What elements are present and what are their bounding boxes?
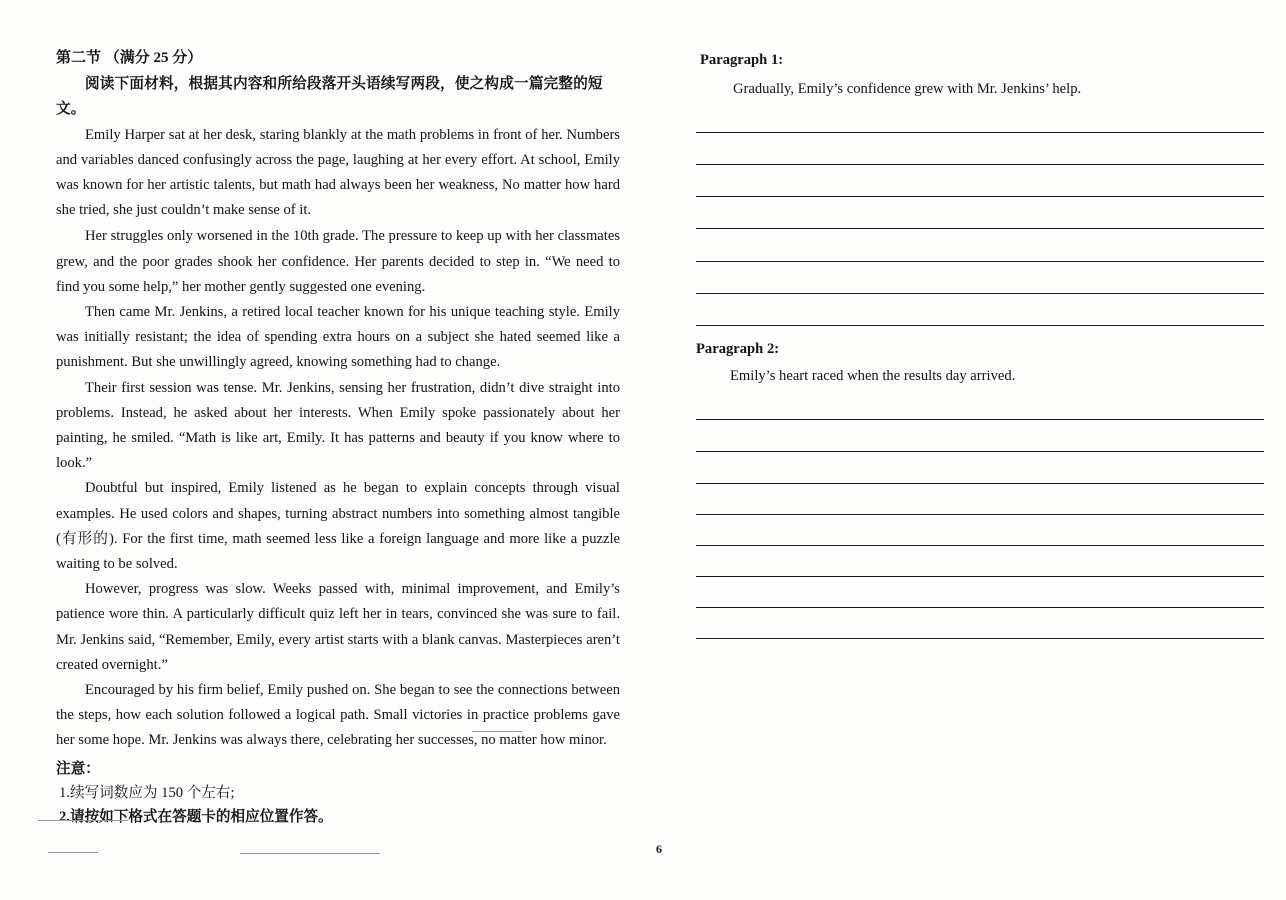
answer-column <box>696 0 1266 900</box>
writing-line[interactable] <box>696 451 1264 452</box>
scan-mark <box>240 853 380 854</box>
passage-paragraph-6: However, progress was slow. Weeks passed with, minimal improvement, and Emily’s patience wore thin. A particularly difficult quiz left her in tears, convinced she was sure to fail. Mr. Jenkins said, “Remember, Emily, every artist starts with a blank canvas. Masterpieces aren’t created overnight.” <box>56 581 620 673</box>
paragraph-2-lead: Emily’s heart raced when the results day arrived. <box>730 368 1016 384</box>
paragraph-1-lead: Gradually, Emily’s confidence grew with Mr. Jenkins’ help. <box>733 81 1082 97</box>
notes-label: 注意： <box>56 760 100 777</box>
writing-line[interactable] <box>696 325 1264 326</box>
writing-line[interactable] <box>696 228 1264 229</box>
paragraph-2-title: Paragraph 2: <box>696 341 780 357</box>
passage-paragraph-4: Their first session was tense. Mr. Jenkins, sensing her frustration, didn’t dive straight into problems. Instead, he asked about her interests. When Emily spoke passionately about her painting, he smiled. “Math is like art, Emily. It has patterns and beauty if you know where to look.” <box>56 379 620 472</box>
writing-line[interactable] <box>696 293 1264 294</box>
passage-paragraph-5: Doubtful but inspired, Emily listened as he began to explain concepts through visual examples. He used colors and shapes, turning abstract numbers into something almost tangible (有形的). For the first time, math seemed less like a foreign language and more like a puzzle waiting to be solved. <box>56 480 620 573</box>
passage-paragraph-2: Her struggles only worsened in the 10th grade. The pressure to keep up with her classmates grew, and the poor grades shook her confidence. Her parents decided to step in. “We need to find you some help,” her mother gently suggested one evening. <box>56 228 620 295</box>
writing-line[interactable] <box>696 483 1264 484</box>
passage-paragraph-1: Emily Harper sat at her desk, staring blankly at the math problems in front of her. Numbers and variables danced confusingly across the page, laughing at her every effort. At school, Emily was known for her artistic talents, but math had always been her weakness, No matter how hard she tried, she just couldn’t make sense of it. <box>56 126 620 219</box>
note-word-count: 1.续写词数应为 150 个左右; <box>59 784 235 801</box>
scan-mark <box>38 820 128 821</box>
passage-column <box>56 46 620 829</box>
notes-block <box>56 757 620 829</box>
writing-line[interactable] <box>696 576 1264 577</box>
writing-line[interactable] <box>696 261 1264 262</box>
section-title: 第二节 （满分 25 分） <box>56 50 203 66</box>
passage-paragraph-3: Then came Mr. Jenkins, a retired local teacher known for his unique teaching style. Emily was initially resistant; the idea of spending extra hours on a subject she hated seemed like a punishment. But she unwillingly agreed, knowing something had to change. <box>56 304 620 371</box>
note-answer-format: 2.请按如下格式在答题卡的相应位置作答。 <box>59 808 333 825</box>
writing-line[interactable] <box>696 164 1264 165</box>
paragraph-1-title: Paragraph 1: <box>700 52 784 68</box>
writing-line[interactable] <box>696 132 1264 133</box>
scan-mark <box>48 852 98 853</box>
scan-mark <box>472 731 522 732</box>
writing-line[interactable] <box>696 545 1264 546</box>
writing-line[interactable] <box>696 419 1264 420</box>
writing-line[interactable] <box>696 196 1264 197</box>
page-number: 6 <box>656 842 662 856</box>
writing-line[interactable] <box>696 638 1264 639</box>
instruction-text: 阅读下面材料，根据其内容和所给段落开头语续写两段，使之构成一篇完整的短文。 <box>56 76 603 118</box>
passage-paragraph-7: Encouraged by his firm belief, Emily pushed on. She began to see the connections between the steps, how each solution followed a logical path. Small victories in practice problems gave her some hope. Mr. Jenkins was always there, celebrating her successes, no matter how minor. <box>56 682 620 749</box>
writing-line[interactable] <box>696 607 1264 608</box>
writing-line[interactable] <box>696 514 1264 515</box>
